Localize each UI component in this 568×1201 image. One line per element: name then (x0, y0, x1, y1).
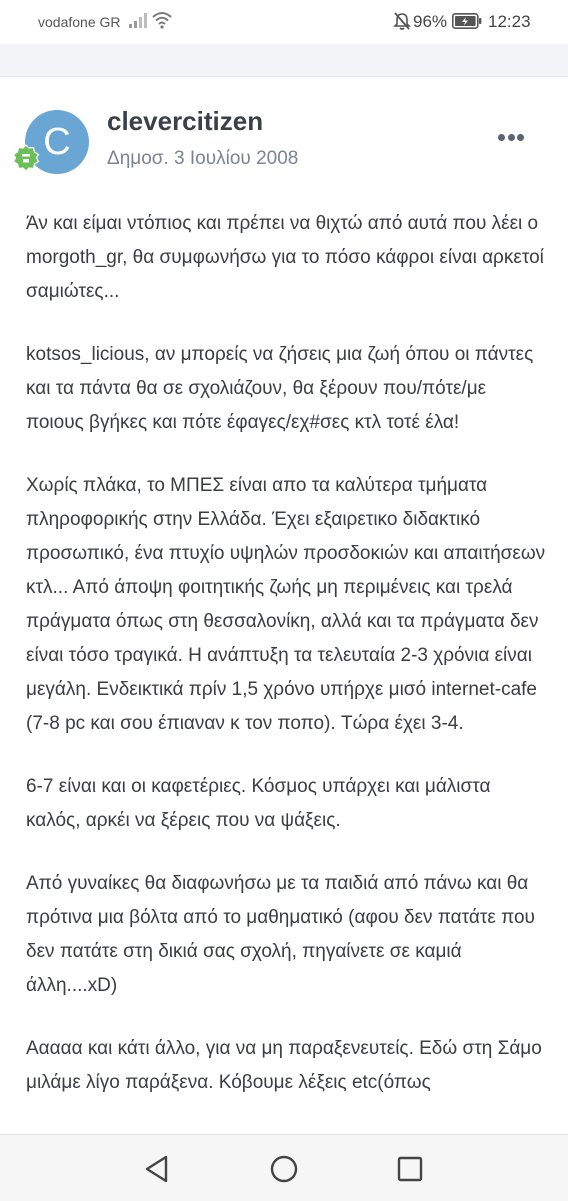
mute-icon (393, 11, 411, 31)
back-icon[interactable] (144, 1155, 170, 1183)
more-horizontal-icon (517, 134, 524, 141)
recents-icon[interactable] (397, 1156, 423, 1182)
post-paragraph: Άν και είμαι ντόπιος και πρέπει να θιχτώ από αυτά που λέει ο morgoth_gr, θα συμφωνήσω για το πόσο κάφροι είναι αρκετοί σαμιώτες... (26, 213, 544, 302)
post-paragraph: Από γυναίκες θα διαφωνήσω με τα παιδιά από πάνω και θα πρότινα μια βόλτα από το μαθηματικό (αφου δεν πατάτε που δεν πατάτε στη δικιά σας σχολή, πηγαίνετε σε καμιά άλλη....xD) (26, 873, 535, 996)
signal-icon (128, 12, 148, 28)
carrier-name: vodafone GR (38, 14, 121, 30)
battery-percentage: 96% (413, 12, 448, 31)
wifi-icon (152, 11, 172, 29)
header-band (0, 44, 568, 77)
home-icon[interactable] (270, 1155, 298, 1183)
more-horizontal-icon (508, 134, 515, 141)
post-author-name[interactable]: clevercitizen (107, 106, 264, 136)
post-content (26, 207, 548, 1132)
post-paragraph: Χωρίς πλάκα, το ΜΠΕΣ είναι απο τα καλύτερα τμήματα πληροφορικής στην Ελλάδα. Έχει εξαιρετικο διδακτικό προσωπικό, ένα πτυχίο υψηλών προσδοκιών και απαιτήσεων κτλ... Από άποψη φοιτητικής ζωής μη περιμένεις και τρελά πράγματα όπως στη θεσσαλονίκη, αλλά και τα πράγματα δεν είναι τόσο τραγικά. Η ανάπτυξη τα τελευταία 2-3 χρόνια είναι μεγάλη. Ενδεικτικά πρίν 1,5 χρόνο υπήρχε μισό internet-cafe (7-8 pc και σου έπιαναν κ τον ποπο). Τώρα έχει 3-4. (26, 475, 546, 734)
post-date: Δημοσ. 3 Ιουλίου 2008 (107, 148, 299, 169)
member-badge-icon (12, 144, 40, 172)
battery-charging-icon (452, 13, 482, 29)
avatar[interactable]: C (25, 110, 89, 174)
more-options-button[interactable] (494, 128, 528, 150)
post-paragraph: Ααααα και κάτι άλλο, για να μη παραξενευτείς. Εδώ στη Σάμο μιλάμε λίγο παράξενα. Κόβουμε λέξεις etc(όπως (26, 1038, 542, 1093)
post-paragraph: 6-7 είναι και οι καφετέριες. Κόσμος υπάρχει και μάλιστα καλός, αρκέι να ξέρεις που να ψάξεις. (26, 776, 491, 831)
more-horizontal-icon (498, 134, 505, 141)
system-navigation-bar (0, 1134, 568, 1201)
status-clock: 12:23 (488, 12, 531, 31)
status-bar (0, 0, 568, 44)
post-paragraph: kotsos_licious, αν μπορείς να ζήσεις μια ζωή όπου οι πάντες και τα πάντα θα σε σχολιάζουν, θα ξέρουν που/πότε/με ποιους βγήκες και πότε έφαγες/εχ#σες κτλ τοτέ έλα! (26, 344, 534, 433)
